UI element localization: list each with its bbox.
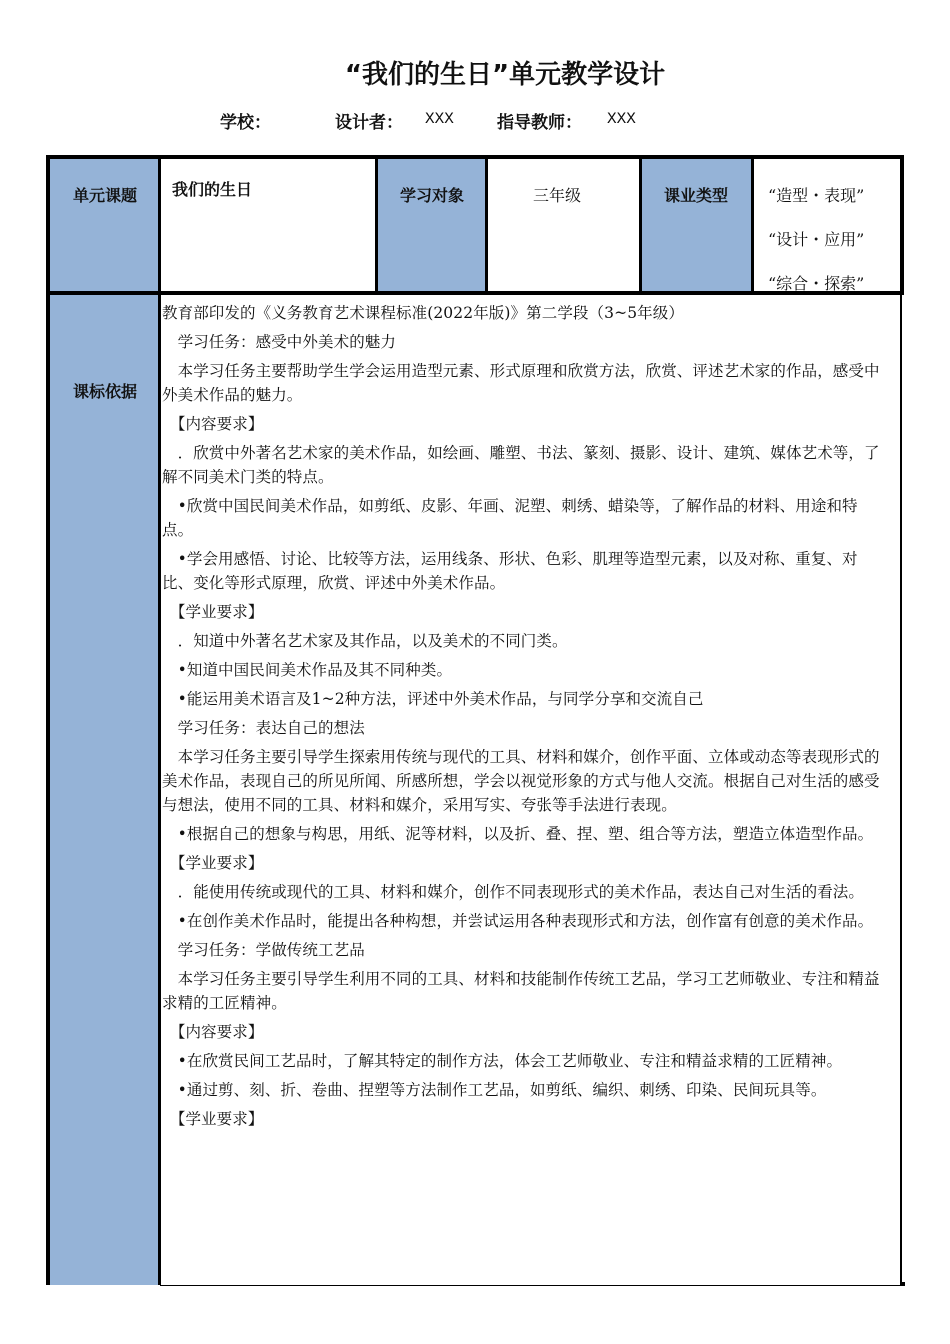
basis-paragraph: 教育部印发的《义务教育艺术课程标准(2022年版)》第二学段（3~5年级） [162,304,684,322]
school-label: 学校： [220,113,271,133]
table-col-divider-5 [751,155,754,295]
basis-paragraph: •根据自己的想象与构思，用纸、泥等材料，以及折、叠、捏、塑、组合等方法，塑造立体造型作品。 [162,825,874,843]
page-title: “我们的生日”单元教学设计 [344,60,666,90]
basis-paragraph: 学习任务：学做传统工艺品 [162,941,365,959]
advisor-value: XXX [607,110,636,128]
basis-paragraph: 【学业要求】 [162,1110,264,1128]
basis-paragraph: •通过剪、刻、折、卷曲、捏塑等方法制作工艺品，如剪纸、编织、刺绣、印染、民间玩具等。 [162,1081,827,1099]
course-type-3: “综合・探索” [768,274,865,293]
table-col-divider-3 [485,155,488,295]
basis-content [162,301,886,1136]
basis-paragraph: 【内容要求】 [162,1023,264,1041]
table-border-left [46,155,50,1285]
basis-paragraph: •在创作美术作品时，能提出各种构想，并尝试运用各种表现形式和方法，创作富有创意的美术作品。 [162,912,874,930]
audience-label: 学习对象 [400,186,465,205]
basis-paragraph: 本学习任务主要帮助学生学会运用造型元素、形式原理和欣赏方法，欣赏、评述艺术家的作品，感受中外美术作品的魅力。 [162,362,880,404]
audience-header-cell [378,159,486,291]
basis-label: 课标依据 [73,382,138,401]
table-border-right [900,155,904,295]
course-type-2: “设计・应用” [768,230,865,249]
unit-topic-label: 单元课题 [73,186,138,205]
course-type-1: “造型・表现” [768,186,865,205]
unit-topic-value: 我们的生日 [172,180,253,199]
basis-paragraph: ．知道中外著名艺术家及其作品，以及美术的不同门类。 [162,632,568,650]
basis-paragraph: 本学习任务主要引导学生利用不同的工具、材料和技能制作传统工艺品，学习工艺师敬业、专注和精益求精的工匠精神。 [162,970,880,1012]
basis-header-cell [50,295,158,1285]
basis-paragraph: 学习任务：表达自己的想法 [162,719,365,737]
course-type-label: 课业类型 [664,186,729,205]
basis-paragraph: 【内容要求】 [162,415,264,433]
table-border-right-lower [900,295,902,1285]
unit-topic-header-cell [50,159,160,291]
table-bottom-edge [160,1285,904,1286]
advisor-label: 指导教师： [497,113,582,133]
table-col-divider-2 [375,155,378,295]
basis-paragraph: •知道中国民间美术作品及其不同种类。 [162,661,453,679]
designer-label: 设计者： [335,113,403,133]
basis-paragraph: •欣赏中国民间美术作品，如剪纸、皮影、年画、泥塑、刺绣、蜡染等，了解作品的材料、用途和特点。 [162,497,858,539]
basis-paragraph: 【学业要求】 [162,854,264,872]
meta-line [0,108,950,134]
table-col-divider-1 [158,155,161,1285]
table-border-top [46,155,904,159]
table-corner-mark [901,1282,905,1286]
audience-value: 三年级 [533,186,582,205]
basis-paragraph: ．能使用传统或现代的工具、材料和媒介，创作不同表现形式的美术作品，表达自己对生活的看法。 [162,883,865,901]
basis-paragraph: •在欣赏民间工艺品时，了解其特定的制作方法，体会工艺师敬业、专注和精益求精的工匠精神。 [162,1052,843,1070]
table-col-divider-4 [639,155,642,295]
basis-paragraph: ．欣赏中外著名艺术家的美术作品，如绘画、雕塑、书法、篆刻、摄影、设计、建筑、媒体艺术等，了解不同美术门类的特点。 [162,444,880,486]
basis-paragraph: 【学业要求】 [162,603,264,621]
basis-paragraph: •能运用美术语言及1~2种方法，评述中外美术作品，与同学分享和交流自己 [162,690,704,708]
course-type-header-cell [642,159,752,291]
unit-design-table [46,155,904,1285]
basis-paragraph: 学习任务：感受中外美术的魅力 [162,333,397,351]
basis-paragraph: •学会用感悟、讨论、比较等方法，运用线条、形状、色彩、肌理等造型元素，以及对称、重复、对比、变化等形式原理，欣赏、评述中外美术作品。 [162,550,858,592]
designer-value: XXX [425,110,454,128]
basis-paragraph: 本学习任务主要引导学生探索用传统与现代的工具、材料和媒介，创作平面、立体或动态等表现形式的美术作品，表现自己的所见所闻、所感所想，学会以视觉形象的方式与他人交流。根据自己对生活的感受与想法，使用不同的工具、材料和媒介，采用写实、夸张等手法进行表现。 [162,748,880,814]
